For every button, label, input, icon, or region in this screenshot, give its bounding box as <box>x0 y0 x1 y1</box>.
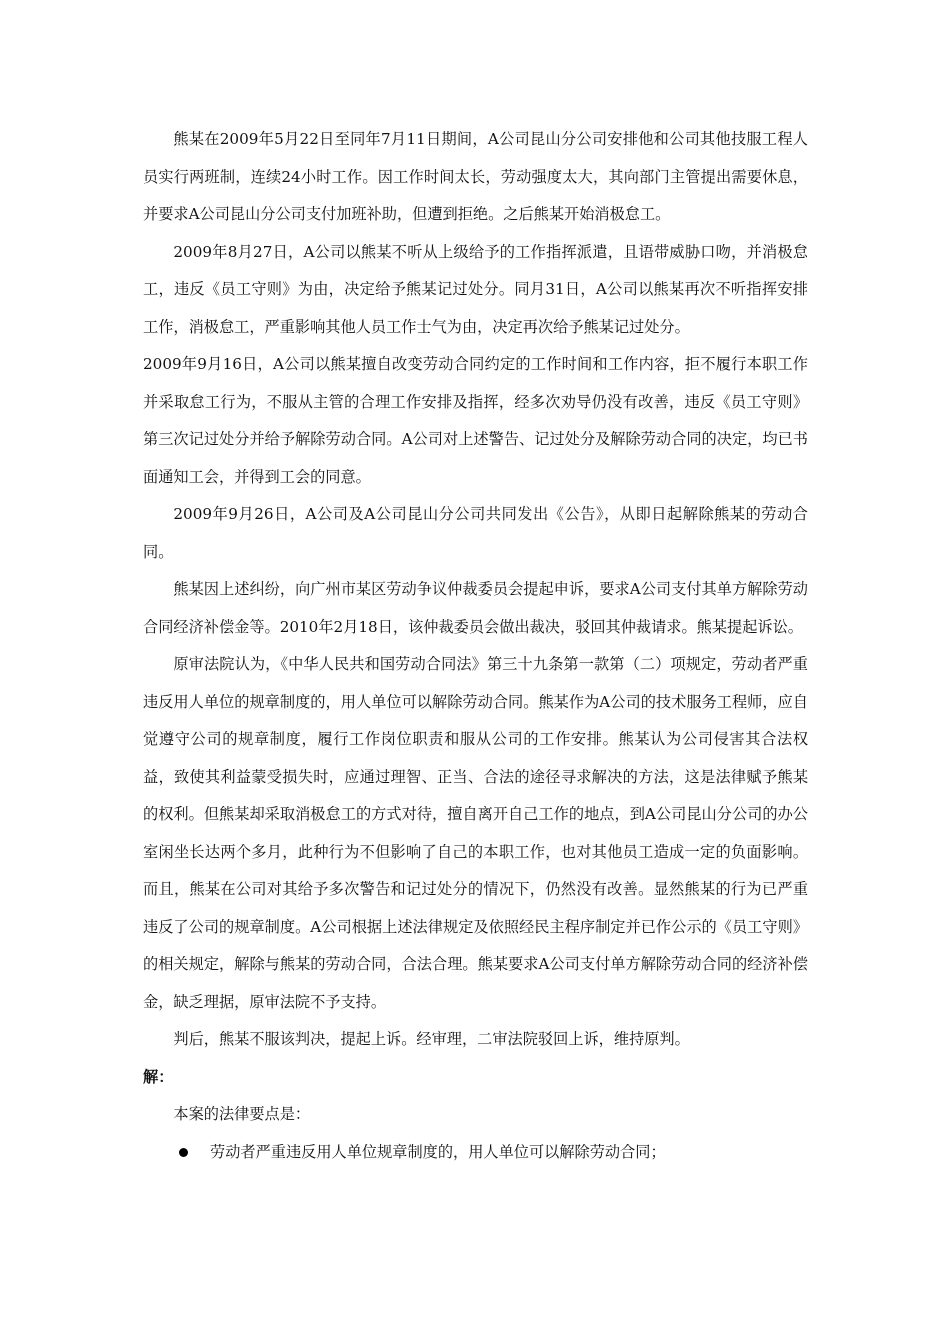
paragraph-court-opinion: 原审法院认为，《中华人民共和国劳动合同法》第三十九条第一款第（二）项规定，劳动者严重违反用人单位的规章制度的，用人单位可以解除劳动合同。熊某作为A公司的技术服务工程师，应自觉遵守公司的规章制度，履行工作岗位职责和服从公司的工作安排。熊某认为公司侵害其合法权益，致使其利益蒙受损失时，应通过理智、正当、合法的途径寻求解决的方法，这是法律赋予熊某的权利。但熊某却采取消极怠工的方式对待，擅自离开自己工作的地点，到A公司昆山分公司的办公室闲坐长达两个多月，此种行为不但影响了自己的本职工作，也对其他员工造成一定的负面影响。而且，熊某在公司对其给予多次警告和记过处分的情况下，仍然没有改善。显然熊某的行为已严重违反了公司的规章制度。A公司根据上述法律规定及依照经民主程序制定并已作公示的《员工守则》的相关规定，解除与熊某的劳动合同，合法合理。熊某要求A公司支付单方解除劳动合同的经济补偿金，缺乏理据，原审法院不予支持。 <box>143 655 808 1011</box>
answer-intro: 本案的法律要点是： <box>173 1105 311 1123</box>
paragraph-first-demerits: 2009年8月27日，A公司以熊某不听从上级给予的工作指挥派遣，且语带威胁口吻，并消极怠工，违反《员工守则》为由，决定给予熊某记过处分。同月31日，A公司以熊某再次不听指挥安排工作，消极怠工，严重影响其他人员工作士气为由，决定再次给予熊某记过处分。 <box>143 242 808 336</box>
list-item <box>143 1134 808 1172</box>
paragraph-appeal-result: 判后，熊某不服该判决，提起上诉。经审理，二审法院驳回上诉，维持原判。 <box>173 1030 690 1048</box>
answer-heading: 解： <box>143 1067 174 1086</box>
paragraph-announcement: 2009年9月26日，A公司及A公司昆山分公司共同发出《公告》，从即日起解除熊某的劳动合同。 <box>143 505 808 561</box>
paragraph-termination-decision: 2009年9月16日，A公司以熊某擅自改变劳动合同约定的工作时间和工作内容，拒不履行本职工作并采取怠工行为，不服从主管的合理工作安排及指挥，经多次劝导仍没有改善，违反《员工守则》第三次记过处分并给予解除劳动合同。A公司对上述警告、记过处分及解除劳动合同的决定，均已书面通知工会，并得到工会的同意。 <box>143 355 808 486</box>
document-body <box>143 121 808 1171</box>
paragraph-shift-schedule: 熊某在2009年5月22日至同年7月11日期间，A公司昆山分公司安排他和公司其他技服工程人员实行两班制，连续24小时工作。因工作时间太长，劳动强度太大，其向部门主管提出需要休息，并要求A公司昆山分公司支付加班补助，但遭到拒绝。之后熊某开始消极怠工。 <box>143 130 808 223</box>
paragraph-arbitration: 熊某因上述纠纷，向广州市某区劳动争议仲裁委员会提起申诉，要求A公司支付其单方解除劳动合同经济补偿金等。2010年2月18日，该仲裁委员会做出裁决，驳回其仲裁请求。熊某提起诉讼。 <box>143 580 808 636</box>
list-item-text: 劳动者严重违反用人单位规章制度的，用人单位可以解除劳动合同； <box>210 1142 666 1161</box>
bullet-icon <box>179 1148 188 1157</box>
